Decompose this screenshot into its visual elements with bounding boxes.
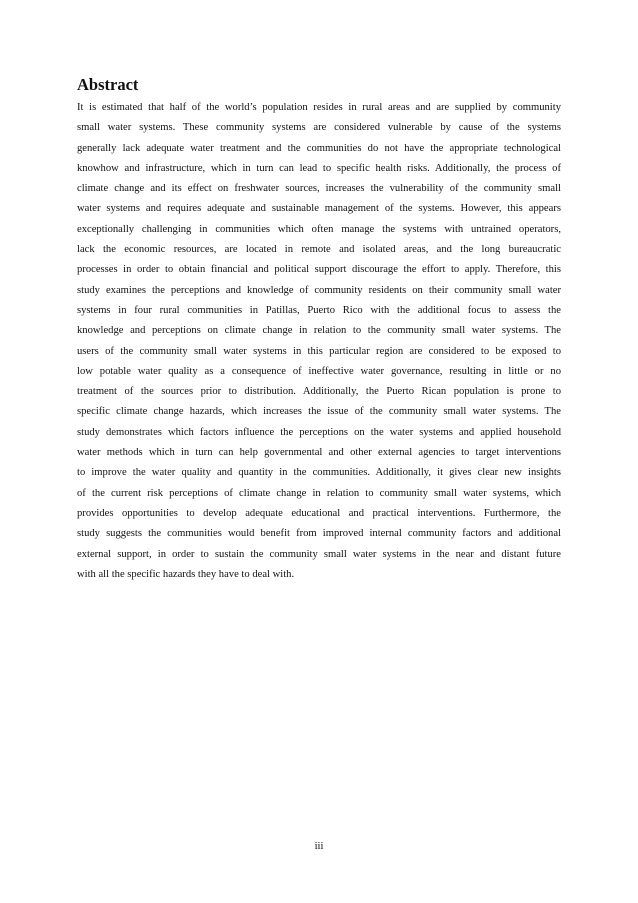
paragraph-line: specific climate change hazards, which increases the issue of the community small water systems. The bbox=[77, 406, 561, 418]
paragraph-line: knowhow and infrastructure, which in turn can lead to specific health risks. Additionally, the process of bbox=[77, 162, 561, 174]
abstract-paragraph bbox=[77, 98, 561, 585]
paragraph-line: processes in order to obtain financial and political support discourage the effort to apply. Therefore, this bbox=[77, 264, 561, 276]
paragraph-line: study demonstrates which factors influence the perceptions on the water systems and applied household bbox=[77, 426, 561, 438]
page-number: iii bbox=[314, 841, 324, 852]
paragraph-line: treatment of the sources prior to distribution. Additionally, the Puerto Rican population is prone to bbox=[77, 386, 561, 398]
paragraph-line: with all the specific hazards they have to deal with. bbox=[77, 568, 295, 580]
paragraph-line: It is estimated that half of the world’s population resides in rural areas and are supplied by community bbox=[77, 102, 561, 113]
section-heading: Abstract bbox=[77, 75, 139, 94]
paragraph-line: water methods which in turn can help governmental and other external agencies to target interventions bbox=[77, 447, 561, 459]
paragraph-line: users of the community small water systems in this particular region are considered to be exposed to bbox=[77, 345, 561, 357]
paragraph-line: study suggests the communities would benefit from improved internal community factors and additional bbox=[77, 528, 561, 540]
paragraph-line: small water systems. These community systems are considered vulnerable by cause of the systems bbox=[77, 122, 561, 134]
paragraph-line: climate change and its effect on freshwater sources, increases the vulnerability of the community small bbox=[77, 183, 561, 195]
paragraph-line: systems in four rural communities in Patillas, Puerto Rico with the additional focus to assess the bbox=[77, 304, 561, 316]
paragraph-line: provides opportunities to develop adequate educational and practical interventions. Furthermore, the bbox=[77, 507, 561, 519]
paragraph-line: to improve the water quality and quantity in the communities. Additionally, it gives clear new insights bbox=[77, 467, 561, 479]
paragraph-line: generally lack adequate water treatment and the communities do not have the appropriate technological bbox=[77, 142, 561, 154]
paragraph-line: lack the economic resources, are located in remote and isolated areas, and the long bureaucratic bbox=[77, 244, 561, 256]
paragraph-line: external support, in order to sustain the community small water systems in the near and distant future bbox=[77, 548, 561, 560]
paragraph-line: of the current risk perceptions of climate change in relation to community small water systems, which bbox=[77, 487, 561, 499]
paragraph-line: exceptionally challenging in communities which often manage the systems with untrained operators, bbox=[77, 223, 561, 235]
paragraph-line: knowledge and perceptions on climate change in relation to the community small water systems. The bbox=[77, 325, 561, 337]
paragraph-line: study examines the perceptions and knowledge of community residents on their community small water bbox=[77, 284, 561, 296]
paragraph-line: low potable water quality as a consequence of ineffective water governance, resulting in little or no bbox=[77, 365, 561, 377]
paragraph-line: water systems and requires adequate and sustainable management of the systems. However, this appears bbox=[77, 203, 561, 215]
